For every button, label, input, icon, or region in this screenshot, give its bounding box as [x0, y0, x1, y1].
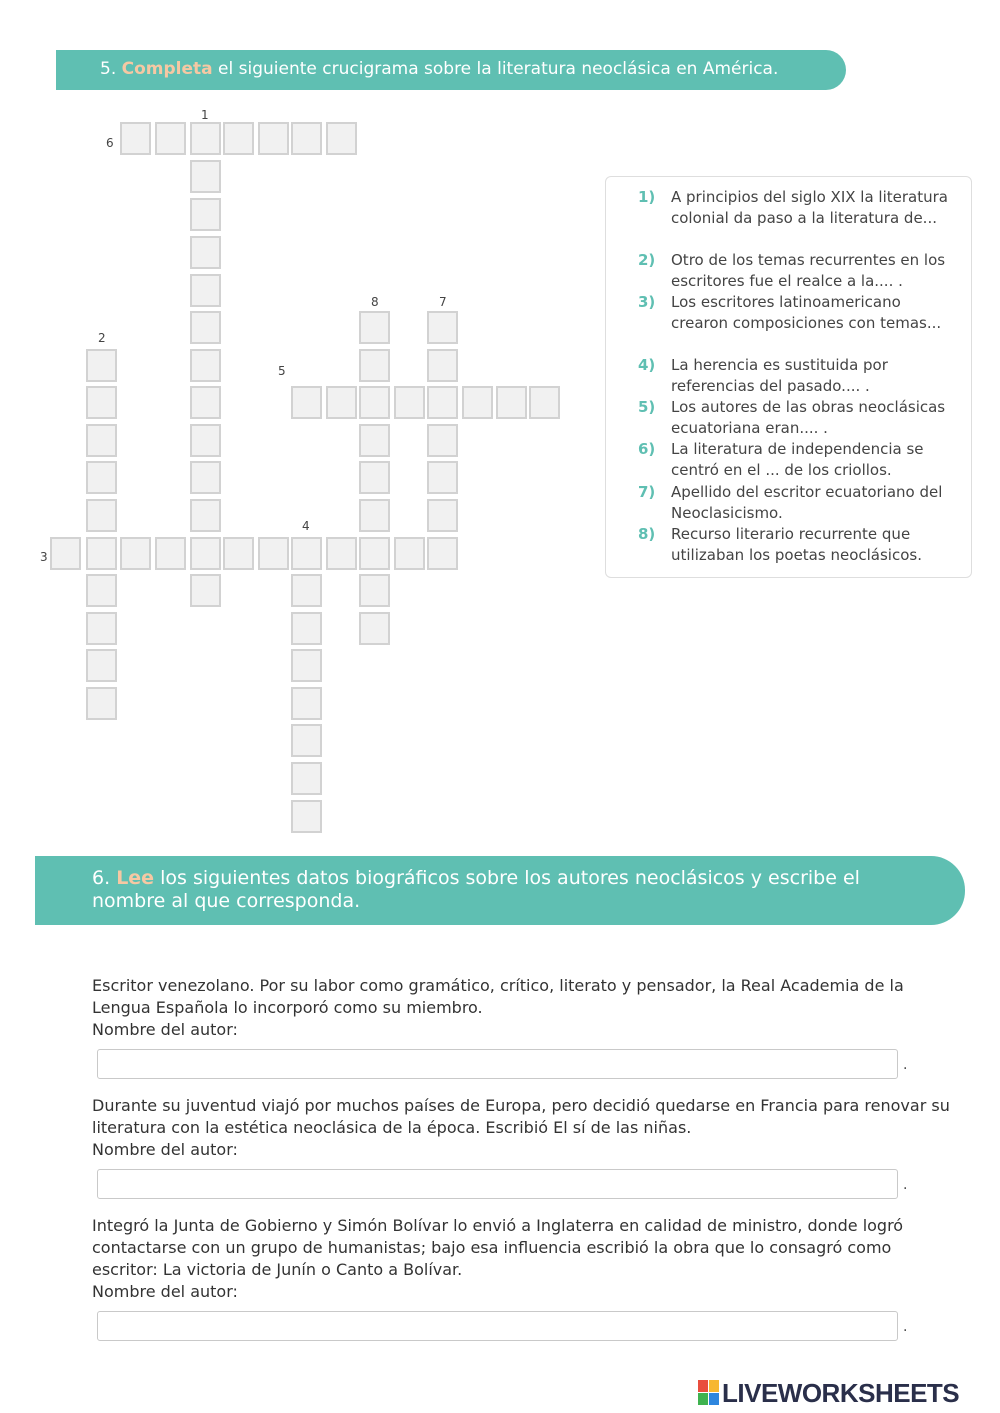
crossword-cell[interactable] — [326, 122, 357, 155]
clue-marker: 8) — [638, 525, 656, 543]
clue-item — [638, 482, 948, 524]
author-name-input[interactable] — [97, 1049, 898, 1079]
crossword-cell[interactable] — [190, 160, 221, 193]
crossword-cell[interactable] — [326, 386, 357, 419]
crossword-cell[interactable] — [291, 649, 322, 682]
crossword-cell[interactable] — [223, 122, 254, 155]
clue-marker: 3) — [638, 293, 656, 311]
liveworksheets-logo-icon — [698, 1380, 720, 1406]
section-5-instruction: el siguiente crucigrama sobre la literatura neoclásica en América. — [218, 59, 779, 79]
clue-item — [638, 187, 948, 229]
crossword-cell[interactable] — [86, 424, 117, 457]
author-name-label: Nombre del autor: — [92, 1020, 238, 1039]
clue-marker: 5) — [638, 398, 656, 416]
crossword-cell[interactable] — [155, 122, 186, 155]
crossword-cell[interactable] — [190, 574, 221, 607]
clue-text: Los autores de las obras neoclásicas ecuatoriana eran.... . — [671, 398, 946, 437]
crossword-cell[interactable] — [190, 274, 221, 307]
section-5-banner — [56, 50, 846, 90]
clue-item — [638, 439, 948, 481]
liveworksheets-wordmark: LIVEWORKSHEETS — [722, 1378, 960, 1408]
author-name-label: Nombre del autor: — [92, 1140, 238, 1159]
crossword-cell[interactable] — [86, 687, 117, 720]
crossword-cell[interactable] — [359, 386, 390, 419]
section-5-number: 5. — [100, 59, 117, 79]
section-6-accent: Lee — [116, 867, 155, 889]
clue-text: La literatura de independencia se centró en el ... de los criollos. — [671, 440, 924, 479]
clue-item — [638, 524, 948, 566]
crossword-cell[interactable] — [86, 499, 117, 532]
crossword-cell[interactable] — [190, 236, 221, 269]
answer-suffix: . — [903, 1057, 908, 1073]
crossword-cell[interactable] — [86, 649, 117, 682]
crossword-cell[interactable] — [190, 349, 221, 382]
clue-number-1: 1 — [201, 108, 209, 122]
section-6-banner — [35, 856, 965, 925]
crossword-cell[interactable] — [427, 349, 458, 382]
bio-block — [92, 975, 962, 1041]
author-name-label: Nombre del autor: — [92, 1282, 238, 1301]
crossword-cell[interactable] — [291, 800, 322, 833]
crossword-cell[interactable] — [258, 537, 289, 570]
crossword-cell[interactable] — [86, 461, 117, 494]
clue-marker: 6) — [638, 440, 656, 458]
crossword-cell[interactable] — [291, 122, 322, 155]
clues-box — [605, 176, 972, 578]
crossword-cell[interactable] — [190, 198, 221, 231]
bio-text: Integró la Junta de Gobierno y Simón Bolívar lo envió a Inglaterra en calidad de ministro, donde logró contactarse con un grupo de humanistas; bajo esa influencia escribió la obra que lo consagró como escritor: La victoria de Junín o Canto a Bolívar. — [92, 1216, 904, 1279]
crossword-cell[interactable] — [190, 461, 221, 494]
crossword-cell[interactable] — [359, 424, 390, 457]
clue-text: A principios del siglo XIX la literatura colonial da paso a la literatura de... — [671, 188, 948, 227]
crossword-cell[interactable] — [291, 574, 322, 607]
section-5-accent: Completa — [121, 59, 213, 79]
crossword-cell[interactable] — [427, 461, 458, 494]
crossword-cell[interactable] — [427, 537, 458, 570]
crossword-cell[interactable] — [359, 574, 390, 607]
clue-text: Otro de los temas recurrentes en los escritores fue el realce a la.... . — [671, 251, 946, 290]
section-6-number: 6. — [92, 867, 111, 889]
crossword-cell[interactable] — [120, 122, 151, 155]
clue-marker: 7) — [638, 483, 656, 501]
bio-text: Durante su juventud viajó por muchos países de Europa, pero decidió quedarse en Francia para renovar su literatura con la estética neoclásica de la época. Escribió El sí de las niñas. — [92, 1096, 950, 1137]
crossword-cell[interactable] — [291, 386, 322, 419]
crossword-cell[interactable] — [120, 537, 151, 570]
crossword-cell[interactable] — [223, 537, 254, 570]
crossword-cell[interactable] — [291, 762, 322, 795]
crossword-cell[interactable] — [291, 537, 322, 570]
author-name-input[interactable] — [97, 1311, 898, 1341]
crossword-cell[interactable] — [359, 349, 390, 382]
crossword-cell[interactable] — [190, 537, 221, 570]
clue-text: Los escritores latinoamericano crearon composiciones con temas... — [671, 293, 942, 332]
bio-block — [92, 1215, 962, 1303]
crossword-cell[interactable] — [291, 724, 322, 757]
clue-item — [638, 355, 948, 397]
crossword-cell[interactable] — [427, 424, 458, 457]
crossword-cell[interactable] — [155, 537, 186, 570]
answer-suffix: . — [903, 1177, 908, 1193]
clue-text: Recurso literario recurrente que utilizaban los poetas neoclásicos. — [671, 525, 922, 564]
clue-number-5: 5 — [278, 364, 286, 378]
clue-item — [638, 292, 948, 334]
section-6-instruction: los siguientes datos biográficos sobre los autores neoclásicos y escribe el nombre al que corresponda. — [92, 867, 860, 912]
crossword-cell[interactable] — [359, 612, 390, 645]
clue-number-3: 3 — [40, 550, 48, 564]
author-name-input[interactable] — [97, 1169, 898, 1199]
clue-number-7: 7 — [439, 295, 447, 309]
crossword-cell[interactable] — [86, 612, 117, 645]
crossword-cell[interactable] — [86, 386, 117, 419]
crossword-cell[interactable] — [291, 687, 322, 720]
clue-item — [638, 397, 948, 439]
clue-number-4: 4 — [302, 519, 310, 533]
answer-suffix: . — [903, 1319, 908, 1335]
crossword-cell[interactable] — [496, 386, 527, 419]
crossword-cell[interactable] — [359, 537, 390, 570]
crossword-cell[interactable] — [258, 122, 289, 155]
clue-text: Apellido del escritor ecuatoriano del Neoclasicismo. — [671, 483, 943, 522]
crossword-cell[interactable] — [359, 311, 390, 344]
clue-text: La herencia es sustituida por referencias del pasado.... . — [671, 356, 888, 395]
crossword-cell[interactable] — [190, 122, 221, 155]
crossword-cell[interactable] — [394, 537, 425, 570]
clue-marker: 2) — [638, 251, 656, 269]
clue-number-6: 6 — [106, 136, 114, 150]
crossword-cell[interactable] — [529, 386, 560, 419]
clue-number-2: 2 — [98, 331, 106, 345]
crossword-cell[interactable] — [462, 386, 493, 419]
crossword-cell[interactable] — [291, 612, 322, 645]
crossword-cell[interactable] — [394, 386, 425, 419]
clue-marker: 4) — [638, 356, 656, 374]
crossword-cell[interactable] — [86, 574, 117, 607]
crossword-cell[interactable] — [190, 311, 221, 344]
crossword-cell[interactable] — [427, 386, 458, 419]
clue-item — [638, 250, 948, 292]
crossword-cell[interactable] — [359, 461, 390, 494]
crossword-cell[interactable] — [190, 424, 221, 457]
crossword-cell[interactable] — [86, 349, 117, 382]
crossword-cell[interactable] — [359, 499, 390, 532]
crossword-cell[interactable] — [50, 537, 81, 570]
crossword-cell[interactable] — [190, 386, 221, 419]
crossword-cell[interactable] — [427, 499, 458, 532]
crossword-cell[interactable] — [86, 537, 117, 570]
bio-text: Escritor venezolano. Por su labor como gramático, crítico, literato y pensador, la Real Academia de la Lengua Española lo incorporó como su miembro. — [92, 976, 904, 1017]
crossword-cell[interactable] — [427, 311, 458, 344]
clue-marker: 1) — [638, 188, 656, 206]
clue-number-8: 8 — [371, 295, 379, 309]
bio-block — [92, 1095, 962, 1161]
crossword-cell[interactable] — [190, 499, 221, 532]
crossword-cell[interactable] — [326, 537, 357, 570]
